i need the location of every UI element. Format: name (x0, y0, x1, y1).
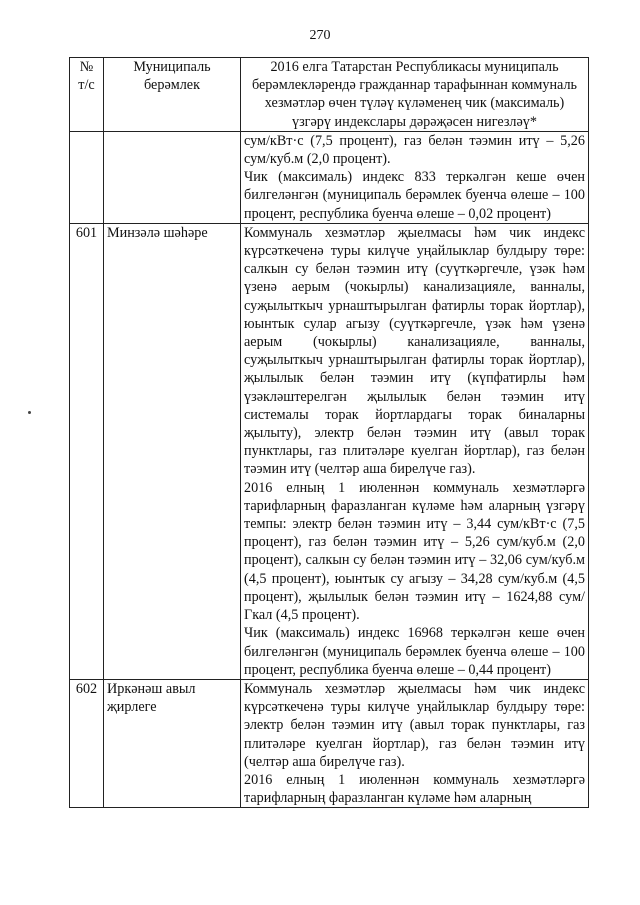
row-municipality: Минзәлә шәһәре (104, 223, 241, 679)
continuation-paragraph: сум/кВт·с (7,5 процент), газ белән тәэмин итү – 5,26 сум/куб.м (2,0 процент). (244, 132, 585, 168)
row-description (241, 223, 589, 679)
header-row (70, 58, 589, 132)
continuation-description-cell (241, 131, 589, 223)
continuation-number-cell (70, 131, 104, 223)
row-paragraph: Чик (максималь) индекс 16968 теркәлгән кеше өчен билгеләнгән (муниципаль берәмлек буенча өлеше – 100 процент, республика буенча өлеше – 0,44 процент) (244, 625, 585, 678)
continuation-name-cell (104, 131, 241, 223)
row-paragraph: Коммуналь хезмәтләр җыелмасы һәм чик индекс күрсәткеченә туры килүче уңайлыклар булдыру төре: электр белән тәэмин итү (авыл торак пунктлары, газ плитәләре куелган йортлар), газ белән тәэмин итү (челтәр аша бирелүче газ). (244, 680, 585, 770)
header-description: 2016 елга Татарстан Республикасы муниципаль берәмлекләрендә гражданнар тарафыннан коммуналь хезмәтләр өчен түләү күләменең чик (максималь) үзгәрү индекслары дәрәҗәсен нигезләү* (241, 58, 589, 132)
scan-speck (28, 411, 31, 414)
header-number: № т/с (70, 58, 104, 132)
tariff-table (69, 57, 589, 808)
row-paragraph: 2016 елның 1 июленнән коммуналь хезмәтләргә тарифларның фаразланган күләме һәм аларның үзгәрү темпы: электр белән тәэмин итү – 3,44 сум/кВт·с (7,5 процент), газ белән тәэмин итү – 5,26 сум/куб.м (2,0 процент), салкын су белән тәэмин итү – 32,06 сум/куб.м (4,5 процент), юынтык су агызу – 34,28 сум/куб.м (4,5 процент), җылылык белән тәэмин итү – 1624,88 сум/Гкал (4,5 процент). (244, 479, 585, 624)
row-paragraph: Коммуналь хезмәтләр җыелмасы һәм чик индекс күрсәткеченә туры килүче уңайлыклар булдыру төре: салкын су белән тәэмин итү (суүткәргечле, үзәк һәм үзенә аерым (чокырлы) канализацияле, ванналы, суҗылыткыч урнаштырылган фатирлы торак йортлар), юынтык сулар агызу (суүткәргечле, үзәк һәм үзенә аерым (чокырлы) канализацияле, ванналы, суҗылыткыч урнаштырылган фатирлы торак йортлар), җылылык белән тәэмин итү (күпфатирлы һәм үзәкләштерелгән җылылык белән тәэмин итү системалы торак йортлардагы торак биналарны җылыту), электр белән тәэмин итү (авыл торак пунктлары, газ плитәләре куелган йортлар), газ белән тәэмин итү (челтәр аша бирелүче газ). (244, 224, 585, 478)
continuation-row (70, 131, 589, 223)
header-municipality: Муниципаль берәмлек (104, 58, 241, 132)
table-row (70, 679, 589, 807)
table-row (70, 223, 589, 679)
row-municipality: Иркәнәш авыл җирлеге (104, 679, 241, 807)
continuation-paragraph: Чик (максималь) индекс 833 теркәлгән кеше өчен билгеләнгән (муниципаль берәмлек буенча өлеше – 100 процент, республика буенча өлеше – 0,02 процент) (244, 169, 585, 222)
row-number: 601 (70, 223, 104, 679)
row-number: 602 (70, 679, 104, 807)
page-number: 270 (309, 28, 331, 43)
row-paragraph: 2016 елның 1 июленнән коммуналь хезмәтләргә тарифларның фаразланган күләме һәм аларның (244, 771, 585, 807)
row-description (241, 679, 589, 807)
